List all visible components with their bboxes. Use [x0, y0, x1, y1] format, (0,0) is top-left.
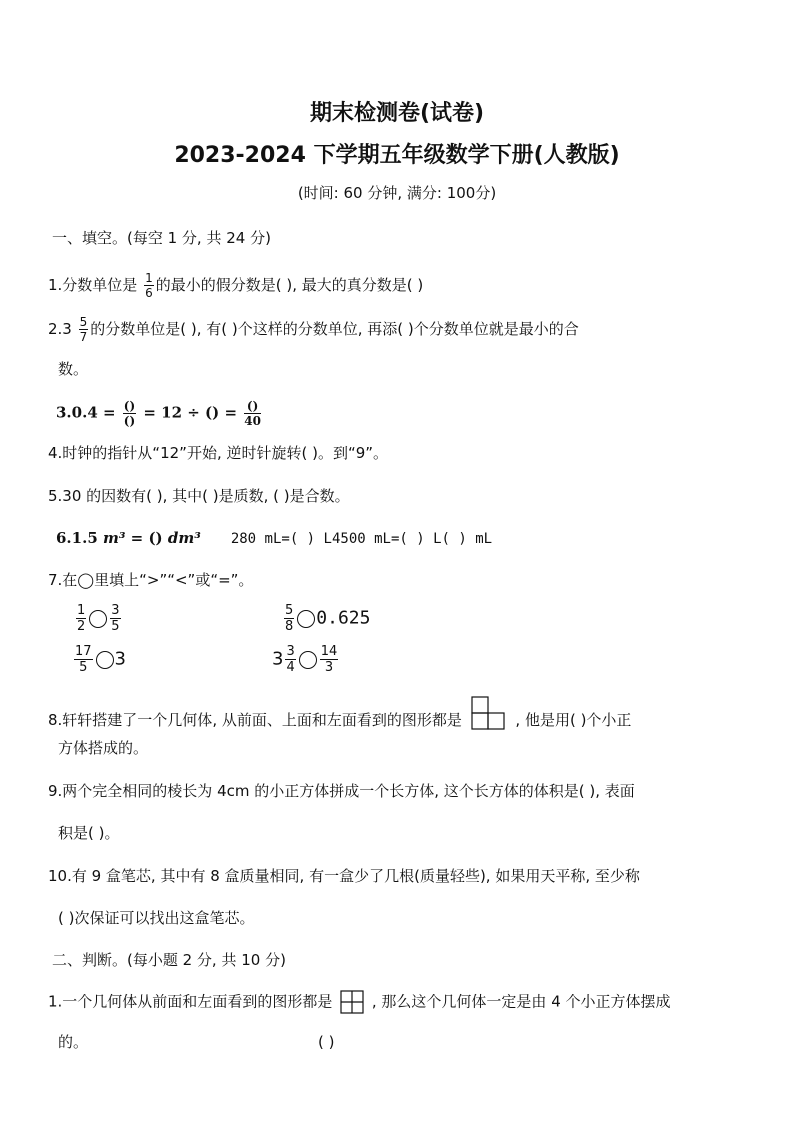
- q7a-n1: 1: [77, 603, 86, 618]
- q7a-d1: 2: [77, 619, 86, 634]
- q7b-left-fraction: [284, 604, 294, 633]
- q7c-d1: 5: [79, 660, 88, 675]
- square-grid-view-icon: [340, 990, 364, 1014]
- exam-title: 期末检测卷(试卷): [309, 101, 485, 126]
- q1-fraction: [144, 272, 154, 299]
- question-1-9: 9.两个完全相同的棱长为 4cm 的小正方体拼成一个长方体, 这个长方体的体积是( ), 表面: [48, 782, 635, 800]
- section2-heading: 二、判断。(每小题 2 分, 共 10 分): [52, 951, 286, 969]
- q7a-n2: 3: [111, 603, 120, 618]
- q7-compare-b: [282, 604, 370, 633]
- q7a-right-fraction: [110, 604, 120, 633]
- q7d-left-fraction: [285, 645, 295, 674]
- question-1-6: [56, 528, 492, 549]
- s2q1-post: , 那么这个几何体一定是由 4 个小正方体摆成: [371, 992, 671, 1011]
- q7-compare-a: [74, 604, 123, 633]
- s2q1-cont: 的。: [58, 1033, 89, 1051]
- question-1-3: [56, 400, 263, 427]
- q2-frac-denominator: 7: [79, 330, 88, 344]
- question-1-2: [48, 316, 579, 343]
- q2-post: 的分数单位是( ), 有( )个这样的分数单位, 再添( )个分数单位就是最小的合: [90, 320, 579, 338]
- q1-pre: 1.分数单位是: [48, 276, 143, 294]
- q7c-right-value: 3: [114, 648, 126, 670]
- q7-compare-d: [272, 645, 340, 674]
- question-1-8-cont: 方体搭成的。: [58, 739, 149, 757]
- q6-unit2: dm³: [167, 529, 201, 547]
- question-1-2-cont: 数。: [58, 360, 89, 378]
- s2q1-pre: 1.一个几何体从前面和左面看到的图形都是: [48, 992, 333, 1011]
- question-1-4: 4.时钟的指针从“12”开始, 逆时针旋转( )。到“9”。: [48, 444, 389, 462]
- q6-pre: 6.1.5: [56, 529, 103, 547]
- q3-fraction-2: [244, 400, 261, 427]
- q2-fraction: [79, 316, 89, 343]
- q2-pre: 2.3: [48, 320, 77, 338]
- q1-frac-numerator: 1: [145, 271, 153, 285]
- q3-f1-denominator: (): [123, 414, 136, 428]
- answer-paren[interactable]: ( ): [318, 1033, 335, 1051]
- compare-circle[interactable]: [297, 610, 315, 628]
- q7d-d1: 4: [286, 660, 295, 675]
- q3-fraction-1: [123, 400, 136, 427]
- q7d-n1: 3: [286, 644, 295, 659]
- q7b-right-value: 0.625: [316, 607, 371, 629]
- q7d-d2: 3: [324, 660, 334, 675]
- q7d-right-fraction: [320, 645, 339, 674]
- question-1-10: 10.有 9 盒笔芯, 其中有 8 盒质量相同, 有一盒少了几根(质量轻些), 如果用天平称, 至少称: [48, 867, 640, 885]
- question-2-1: [48, 990, 671, 1014]
- q7b-n1: 5: [285, 603, 294, 618]
- compare-circle[interactable]: [299, 651, 317, 669]
- compare-circle[interactable]: [96, 651, 114, 669]
- section1-heading: 一、填空。(每空 1 分, 共 24 分): [52, 229, 271, 247]
- question-1-7: 7.在◯里填上“>”“<”或“=”。: [48, 571, 254, 589]
- question-1-9-cont: 积是( )。: [58, 824, 120, 842]
- q7-compare-c: [72, 645, 126, 674]
- exam-subtitle: 2023-2024 下学期五年级数学下册(人教版): [174, 143, 620, 168]
- q7d-n2: 14: [320, 644, 338, 659]
- question-1-1: [48, 272, 423, 299]
- q6-mid: = (): [125, 529, 168, 547]
- q7c-n1: 17: [75, 644, 92, 659]
- q7d-whole: 3: [272, 648, 284, 670]
- q3-mid: = 12 ÷ () =: [138, 403, 243, 422]
- q3-f2-numerator: (): [244, 400, 261, 414]
- q3-f2-denominator: 40: [244, 414, 261, 428]
- q7a-d2: 5: [111, 619, 120, 634]
- q8-post: , 他是用( )个小正: [515, 711, 632, 729]
- q7b-d1: 8: [285, 619, 294, 634]
- question-1-10-cont: ( )次保证可以找出这盒笔芯。: [58, 909, 255, 927]
- q3-f1-numerator: (): [123, 399, 136, 413]
- q3-pre: 3.0.4 =: [56, 403, 121, 422]
- exam-info: (时间: 60 分钟, 满分: 100分): [297, 184, 497, 202]
- question-1-5: 5.30 的因数有( ), 其中( )是质数, ( )是合数。: [48, 487, 350, 505]
- q6-unit1: m³: [102, 529, 126, 547]
- compare-circle[interactable]: [89, 610, 107, 628]
- q7a-left-fraction: [76, 604, 86, 633]
- question-1-8: [48, 696, 631, 730]
- q8-pre: 8.轩轩搭建了一个几何体, 从前面、上面和左面看到的图形都是: [48, 711, 462, 729]
- question-2-1-cont: [58, 1032, 335, 1052]
- q7c-left-fraction: [74, 645, 93, 674]
- q1-frac-denominator: 6: [145, 286, 153, 300]
- q1-post: 的最小的假分数是( ), 最大的真分数是( ): [155, 276, 424, 294]
- q6-rest: 280 mL=( ) L4500 mL=( ) L( ) mL: [230, 531, 493, 547]
- l-shape-view-icon: [471, 696, 507, 730]
- q2-frac-numerator: 5: [79, 315, 88, 329]
